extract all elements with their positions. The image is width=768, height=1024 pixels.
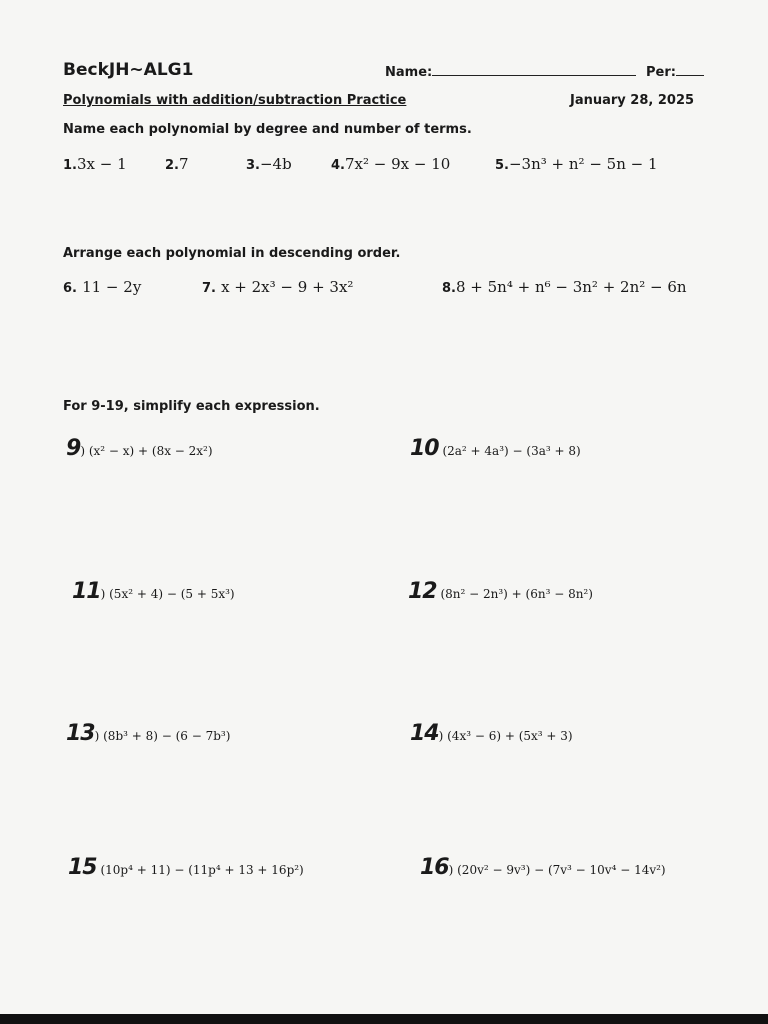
problem-expression: 11 − 2y xyxy=(82,278,142,296)
handwritten-number: 9 xyxy=(66,436,81,461)
problem-expression: (5x² + 4) − (5 + 5x³) xyxy=(109,587,235,601)
problem-expression: (8b³ + 8) − (6 − 7b³) xyxy=(103,729,231,743)
problem-number: 4. xyxy=(331,158,345,173)
period-field xyxy=(646,63,704,80)
problem-expression: 7x² − 9x − 10 xyxy=(344,155,451,173)
problem-number: 8. xyxy=(442,281,456,296)
handwritten-number: 10 xyxy=(410,436,439,461)
name-field xyxy=(385,63,636,80)
handwritten-number: 13 xyxy=(66,721,95,746)
name-blank xyxy=(432,63,636,76)
problem-number: 5. xyxy=(495,158,509,173)
problem-expression: 3x − 1 xyxy=(76,155,127,173)
scan-bottom-edge xyxy=(0,1014,768,1024)
problem-expression: x + 2x³ − 9 + 3x² xyxy=(221,278,354,296)
handwritten-number: 14 xyxy=(410,721,439,746)
period-label: Per: xyxy=(646,65,676,80)
problem-16: 16) (20v² − 9v³) − (7v³ − 10v⁴ − 14v²) xyxy=(420,855,666,880)
problem-6 xyxy=(63,277,141,296)
problem-expression: (20v² − 9v³) − (7v³ − 10v⁴ − 14v²) xyxy=(457,863,666,877)
handwritten-number: 11 xyxy=(72,579,101,604)
problem-number: 2. xyxy=(165,158,179,173)
problem-4 xyxy=(331,154,450,173)
problem-12 xyxy=(408,579,593,604)
problem-2 xyxy=(165,154,189,173)
name-label: Name: xyxy=(385,65,433,80)
problem-expression: −3n³ + n² − 5n − 1 xyxy=(508,155,658,173)
problem-3 xyxy=(246,154,292,173)
problem-expression: 8 + 5n⁴ + n⁶ − 3n² + 2n² − 6n xyxy=(455,278,687,296)
class-name: BeckJH~ALG1 xyxy=(63,60,194,80)
handwritten-number: 15 xyxy=(68,855,97,880)
problem-expression: (4x³ − 6) + (5x³ + 3) xyxy=(447,729,573,743)
assignment-title: Polynomials with addition/subtraction Practice xyxy=(63,93,407,108)
problem-number: 1. xyxy=(63,158,77,173)
assignment-date: January 28, 2025 xyxy=(570,93,695,108)
problem-13: 13) (8b³ + 8) − (6 − 7b³) xyxy=(66,721,231,746)
problem-number: 7. xyxy=(202,281,216,296)
problem-expression: (x² − x) + (8x − 2x²) xyxy=(88,444,213,458)
problem-8 xyxy=(442,277,687,296)
problem-expression: 7 xyxy=(178,155,189,173)
problem-expression: −4b xyxy=(259,155,292,173)
problem-15 xyxy=(68,855,304,880)
problem-10 xyxy=(410,436,581,461)
section1-instruction: Name each polynomial by degree and number of terms. xyxy=(63,122,472,137)
problem-11: 11) (5x² + 4) − (5 + 5x³) xyxy=(72,579,235,604)
section2-instruction: Arrange each polynomial in descending order. xyxy=(63,246,401,261)
problem-number: 3. xyxy=(246,158,260,173)
problem-5 xyxy=(495,154,658,173)
problem-14: 14) (4x³ − 6) + (5x³ + 3) xyxy=(410,721,573,746)
problem-1 xyxy=(63,154,127,173)
problem-9: 9) (x² − x) + (8x − 2x²) xyxy=(66,436,213,461)
problem-expression: (10p⁴ + 11) − (11p⁴ + 13 + 16p²) xyxy=(100,863,304,877)
problem-expression: (2a² + 4a³) − (3a³ + 8) xyxy=(442,444,581,458)
handwritten-number: 16 xyxy=(420,855,449,880)
section3-instruction: For 9-19, simplify each expression. xyxy=(63,399,320,414)
problem-7 xyxy=(202,277,353,296)
problem-expression: (8n² − 2n³) + (6n³ − 8n²) xyxy=(440,587,593,601)
handwritten-number: 12 xyxy=(408,579,437,604)
period-blank xyxy=(676,63,704,76)
problem-number: 6. xyxy=(63,281,77,296)
